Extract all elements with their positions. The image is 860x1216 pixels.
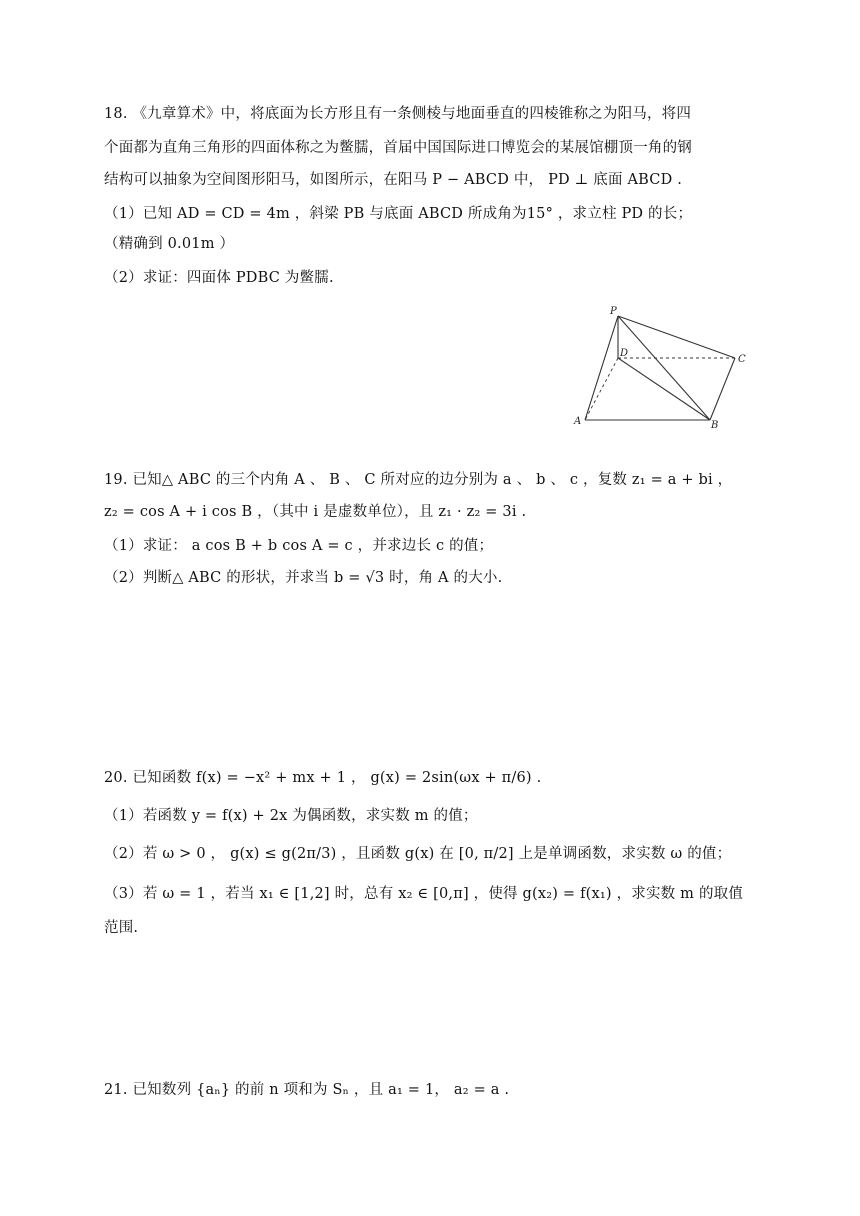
edge-bc [710,358,735,420]
vertex-label-c: C [738,354,746,365]
edge-pb [618,316,710,420]
q19-line-1: 19. 已知△ ABC 的三个内角 A 、 B 、 C 所对应的边分别为 a 、 b 、 c ，复数 z₁ = a + bi ， [104,472,733,488]
q21-line-1: 21. 已知数列 {aₙ} 的前 n 项和为 Sₙ ，且 a₁ = 1， a₂ = a . [104,1082,510,1098]
q18-part-1: （1）已知 AD = CD = 4m ，斜梁 PB 与底面 ABCD 所成角为15° ，求立柱 PD 的长； [104,206,693,222]
q20-line-1: 20. 已知函数 f(x) = −x² + mx + 1 ， g(x) = 2sin(ωx + π/6) . [104,770,542,786]
q18-line-3: 结构可以抽象为空间图形阳马，如图所示，在阳马 P − ABCD 中， PD ⊥ 底面 ABCD . [104,172,683,188]
q19-line-2: z₂ = cos A + i cos B ，（其中 i 是虚数单位），且 z₁ · z₂ = 3i . [104,504,527,520]
vertex-label-p: P [610,306,617,317]
q20-part-2: （2）若 ω > 0 ， g(x) ≤ g(2π/3) ，且函数 g(x) 在 [0, π/2] 上是单调函数，求实数 ω 的值； [104,846,732,862]
edge-pc [618,316,735,358]
q19-part-1: （1）求证： a cos B + b cos A = c ，并求边长 c 的值； [104,538,494,554]
q20-part-3-continued: 范围. [104,920,139,936]
edge-pa [585,316,618,420]
vertex-label-b: B [711,420,719,431]
q18-line-1: 18. 《九章算术》中，将底面为长方形且有一条侧棱与地面垂直的四棱锥称之为阳马，将四 [104,106,692,122]
q20-part-3: （3）若 ω = 1 ，若当 x₁ ∈ [1,2] 时，总有 x₂ ∈ [0,π] ，使得 g(x₂) = f(x₁) ，求实数 m 的取值 [104,886,744,902]
pyramid-figure [570,300,750,435]
q20-part-1: （1）若函数 y = f(x) + 2x 为偶函数，求实数 m 的值； [104,808,478,824]
q19-part-2: （2）判断△ ABC 的形状，并求当 b = √3 时，角 A 的大小. [104,570,503,586]
vertex-label-d: D [620,348,629,359]
q18-part-2: （2）求证：四面体 PDBC 为鳖臑. [104,270,334,286]
vertex-label-a: A [574,416,582,427]
q18-precision-note: （精确到 0.01m ） [104,236,235,252]
q18-line-2: 个面都为直角三角形的四面体称之为鳖臑，首届中国国际进口博览会的某展馆棚顶一角的钢 [104,140,692,156]
